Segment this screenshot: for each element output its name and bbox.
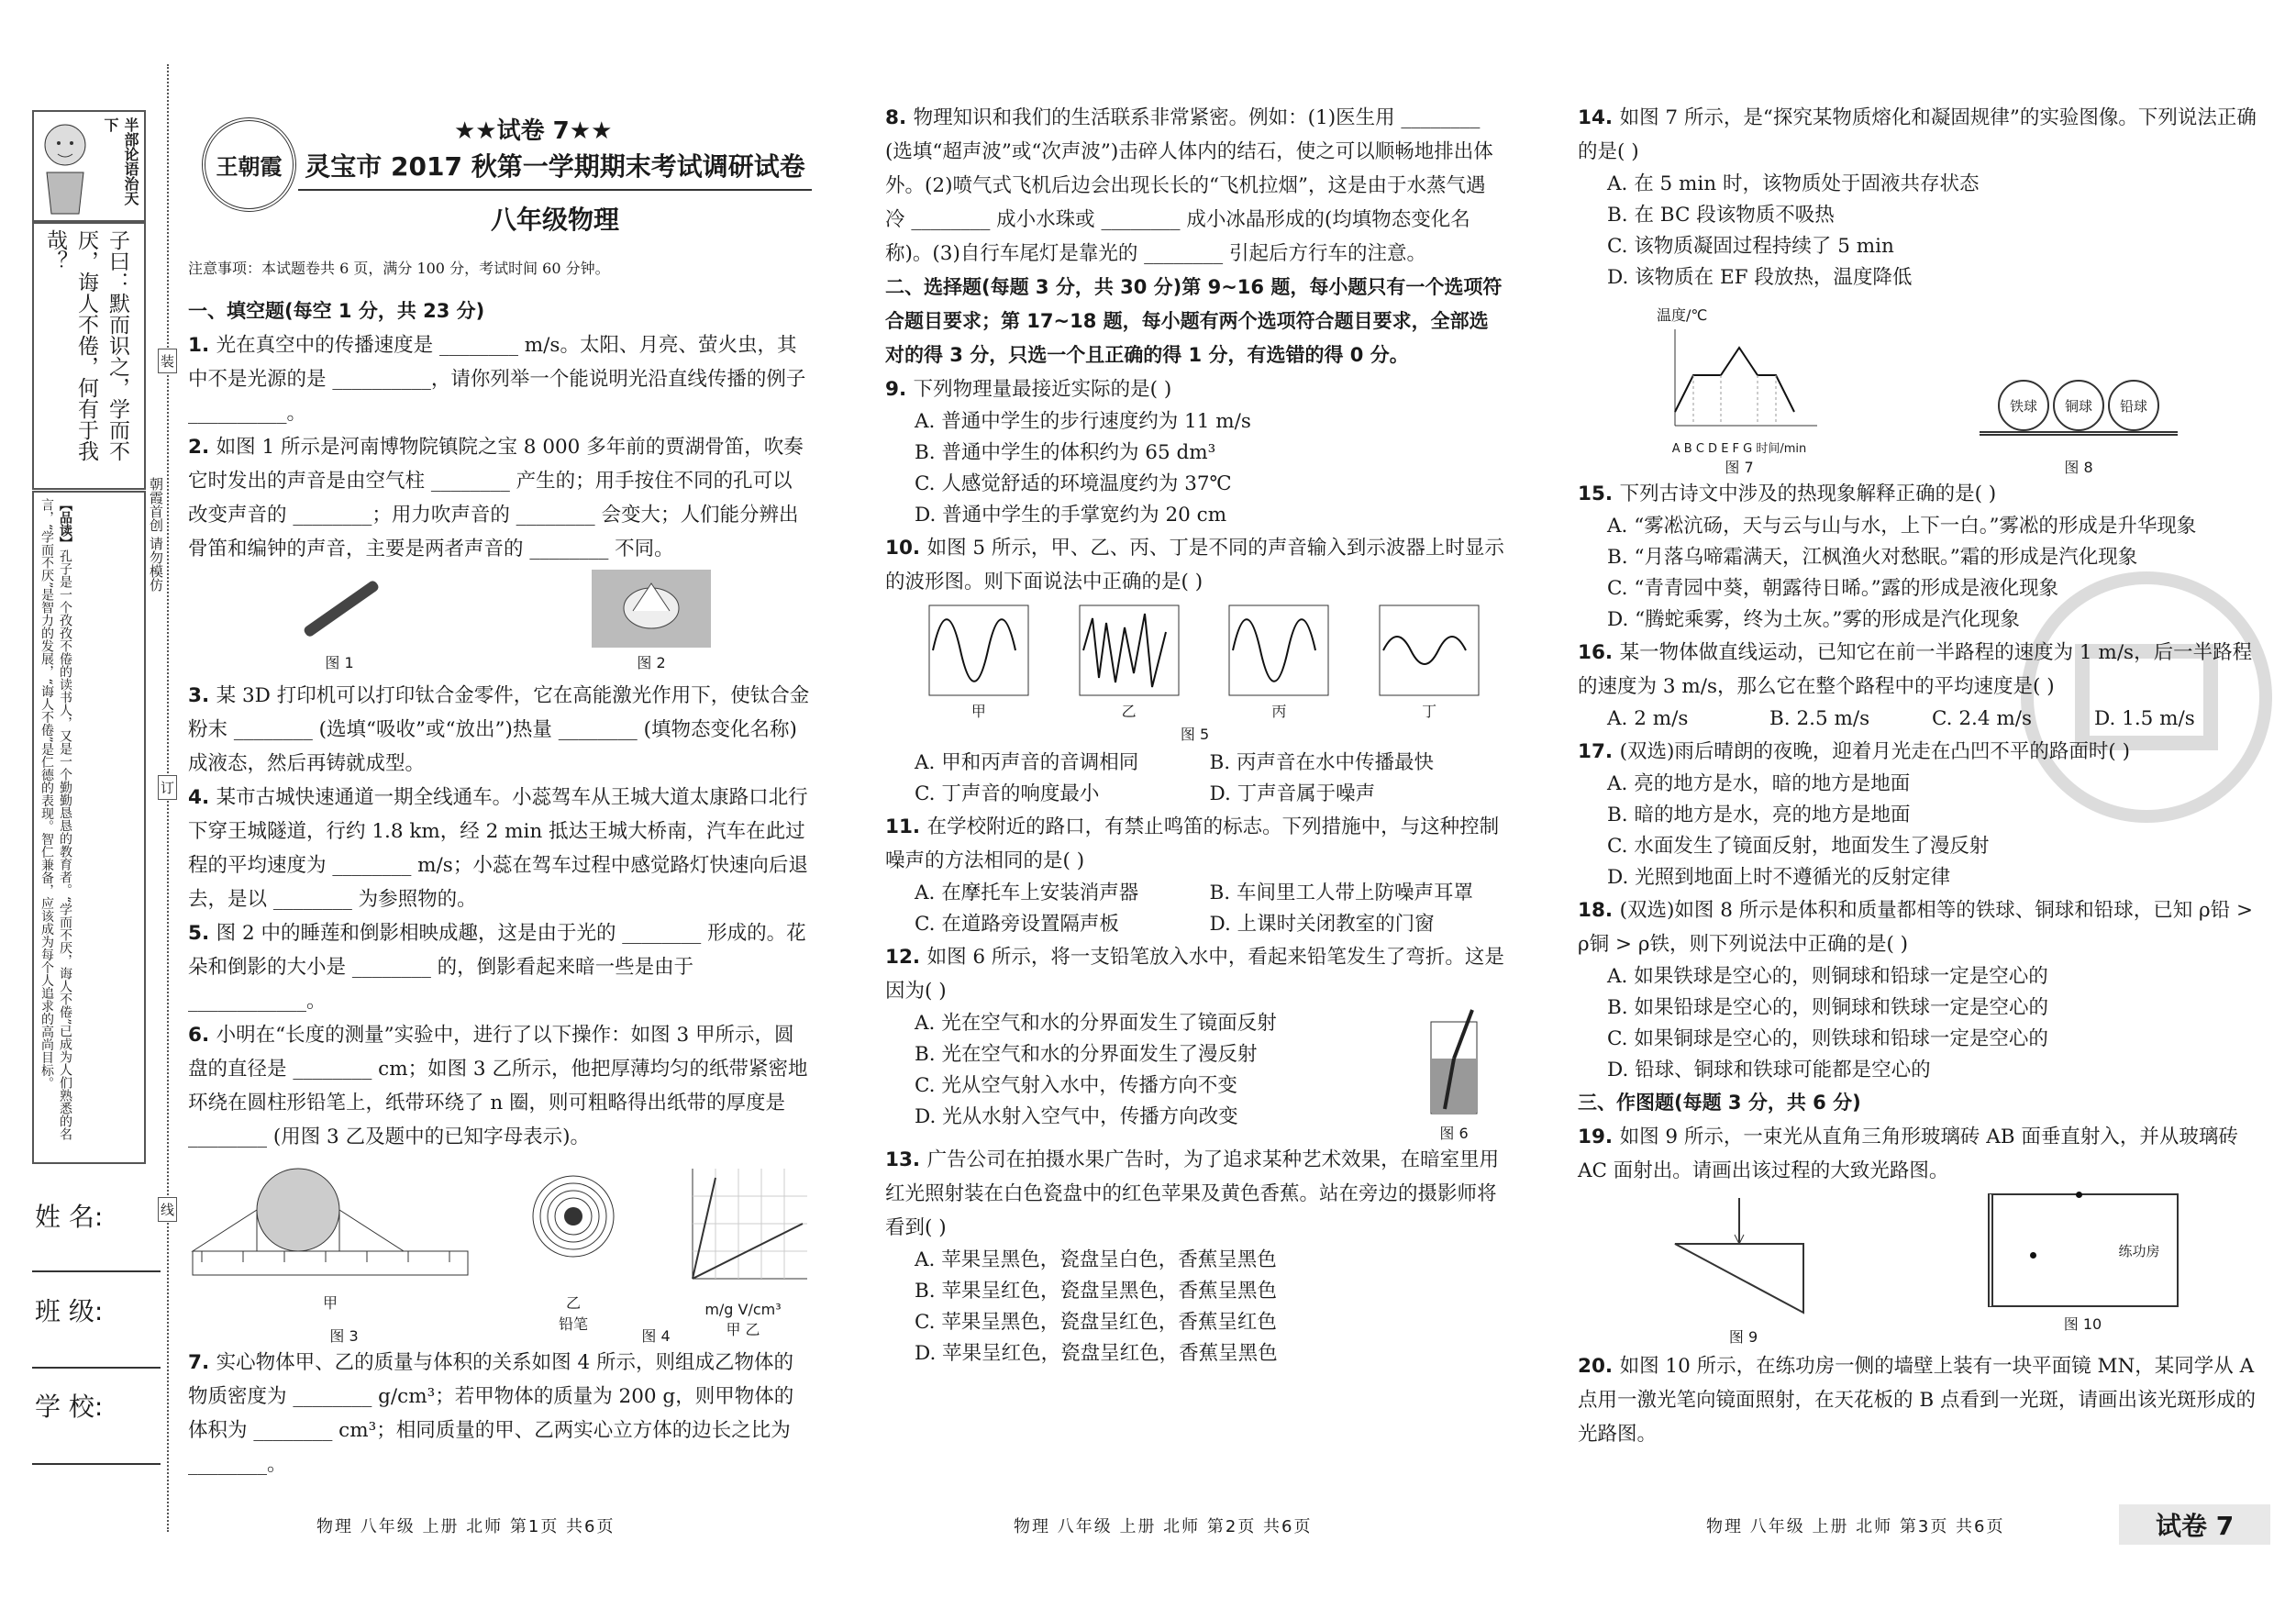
side-note: 朝霞首创 请勿模仿	[148, 477, 164, 592]
q12-option-d[interactable]: D. 光从水射入空气中，传播方向改变	[915, 1105, 1238, 1128]
q17-option-d[interactable]: D. 光照到地面上时不遵循光的反射定律	[1607, 866, 1951, 889]
question-9-text: 下列物理量最接近实际的是( )	[913, 378, 1172, 401]
fig9-caption: 图 9	[1728, 1328, 1758, 1346]
seal-char-2: 订	[158, 775, 177, 800]
question-13: 13. 广告公司在拍摄水果广告时，为了追求某种艺术效果，在暗室里用红光照射装在白色瓷盘中的红色苹果及黄色香蕉。站在旁边的摄影师将看到( )	[885, 1148, 1500, 1239]
question-17-text: (双选)雨后晴朗的夜晚，迎着月光走在凸凹不平的路面时( )	[1619, 740, 2130, 763]
fig2-caption: 图 2	[637, 654, 666, 671]
fig4-yi-label: 乙	[745, 1321, 760, 1338]
question-8: 8. 物理知识和我们的生活联系非常紧密。例如：(1)医生用 ________ (选填“超声波”或“次声波”)击碎人体内的结石，使之可以顺畅地排出体外。(2)喷气式飞机后边会出现长长的“飞机拉烟”，这是由于水蒸气遇冷 ________ 成小水珠或 ________ 成小冰晶形成的(均填物态变化名称)。(3)自行车尾灯是靠光的 ________ 引起后方行车的注意。	[885, 106, 1493, 265]
question-16-text: 某一物体做直线运动，已知它在前一半路程的速度为 1 m/s，后一半路程的速度为 3 m/s，那么它在整个路程中的平均速度是( )	[1578, 641, 2253, 698]
question-3: 3. 某 3D 打印机可以打印钛合金零件，它在高能激光作用下，使钛合金粉末 ________ (选填“吸收”或“放出”)热量 ________ (填物态变化名称)成液态，然后再铸就成型。	[188, 684, 810, 775]
question-20-text: 如图 10 所示，在练功房一侧的墙壁上装有一块平面镜 MN，某同学从 A 点用一激光笔向镜面照射，在天花板的 B 点看到一光斑，请画出该光斑形成的光路图。	[1578, 1355, 2256, 1446]
fig4-caption: 图 4	[641, 1327, 671, 1345]
q12-option-a[interactable]: A. 光在空气和水的分界面发生了镜面反射	[915, 1012, 1277, 1035]
class-field[interactable]	[32, 1367, 161, 1369]
q15-option-c[interactable]: C. “青青园中葵，朝露待日晞。”露的形成是液化现象	[1607, 577, 2059, 600]
question-20: 20. 如图 10 所示，在练功房一侧的墙壁上装有一块平面镜 MN，某同学从 A 点用一激光笔向镜面照射，在天花板的 B 点看到一光斑，请画出该光斑形成的光路图。	[1578, 1355, 2256, 1446]
question-17: 17. (双选)雨后晴朗的夜晚，迎着月光走在凸凹不平的路面时( )	[1578, 740, 2130, 763]
q16-option-b[interactable]: B. 2.5 m/s	[1769, 707, 1870, 730]
q13-option-c[interactable]: C. 苹果呈黑色，瓷盘呈红色，香蕉呈红色	[915, 1311, 1277, 1334]
q10-option-a[interactable]: A. 甲和丙声音的音调相同	[915, 751, 1139, 774]
question-11-text: 在学校附近的路口，有禁止鸣笛的标志。下列措施中，与这种控制噪声的方法相同的是( )	[885, 815, 1500, 872]
seal-char-3: 线	[158, 1197, 177, 1222]
exam-notice: 注意事项：本试题卷共 6 页，满分 100 分，考试时间 60 分钟。	[188, 260, 610, 277]
fig7-point-f: F	[1732, 442, 1740, 456]
page-2	[885, 0, 1509, 1597]
pencil-in-water-diagram	[1417, 1008, 1491, 1118]
question-10: 10. 如图 5 所示，甲、乙、丙、丁是不同的声音输入到示波器上时显示的波形图。则下面说法中正确的是( )	[885, 537, 1504, 593]
binding-sidebar	[0, 0, 174, 1597]
q10-option-d[interactable]: D. 丁声音属于噪声	[1209, 782, 1376, 805]
name-label: 姓 名:	[35, 1202, 104, 1232]
q10-option-b[interactable]: B. 丙声音在水中传播最快	[1209, 751, 1434, 774]
question-1: 1. 光在真空中的传播速度是 ________ m/s。太阳、月亮、萤火虫，其中不是光源的是 __________，请你列举一个能说明光沿直线传播的例子 __________。	[188, 334, 806, 425]
question-18: 18. (双选)如图 8 所示是体积和质量都相等的铁球、铜球和铅球，已知 ρ铅 > ρ铜 > ρ铁，则下列说法中正确的是( )	[1578, 899, 2254, 956]
question-4: 4. 某市古城快速通道一期全线通车。小蕊驾车从王城大道太康路口北行下穿王城隧道，行约 1.8 km，经 2 min 抵达王城大桥南，汽车在此过程的平均速度为 ________ m/s；小蕊在驾车过程中感觉路灯快速向后退去，是以 ________ 为参照物的。	[188, 786, 808, 911]
question-10-text: 如图 5 所示，甲、乙、丙、丁是不同的声音输入到示波器上时显示的波形图。则下面说法中正确的是( )	[885, 537, 1504, 593]
section-2-title: 二、选择题(每题 3 分，共 30 分)第 9~16 题，每小题只有一个选项符合题目要求；第 17~18 题，每小题有两个选项符合题目要求，全部选对的得 3 分，只选一个且正确的得 1 分，有选错的得 0 分。	[885, 276, 1503, 366]
q17-option-c[interactable]: C. 水面发生了镜面反射，地面发生了漫反射	[1607, 835, 1990, 858]
copper-ball: 铜球	[2053, 380, 2104, 431]
exam-tag: ★★试卷 7★★	[454, 117, 613, 145]
fig4-jia-label: 甲	[726, 1321, 741, 1338]
stamp-box	[32, 110, 146, 224]
wave-label-jia: 甲	[971, 703, 986, 720]
question-19-text: 如图 9 所示，一束光从直角三角形玻璃砖 AB 面垂直射入，并从玻璃砖 AC 面射出。请画出该过程的大致光路图。	[1578, 1126, 2238, 1182]
q16-option-a[interactable]: A. 2 m/s	[1607, 707, 1689, 730]
q15-option-b[interactable]: B. “月落乌啼霜满天，江枫渔火对愁眠。”霜的形成是汽化现象	[1607, 546, 2138, 569]
practice-room-label: 练功房	[2118, 1243, 2160, 1259]
fig10-caption: 图 10	[2063, 1315, 2102, 1333]
fig7-xlabel: 时间/min	[1756, 442, 1807, 456]
question-15-text: 下列古诗文中涉及的热现象解释正确的是( )	[1619, 482, 1997, 505]
class-label: 班 级:	[35, 1296, 104, 1326]
fig1-caption: 图 1	[325, 654, 354, 671]
waveform-figures	[904, 604, 1504, 721]
fig7-point-e: E	[1721, 442, 1729, 456]
fig7-point-a: A	[1671, 442, 1680, 456]
name-field[interactable]	[32, 1270, 161, 1272]
question-19: 19. 如图 9 所示，一束光从直角三角形玻璃砖 AB 面垂直射入，并从玻璃砖 AC 面射出。请画出该过程的大致光路图。	[1578, 1126, 2238, 1182]
header	[188, 0, 830, 248]
q12-option-b[interactable]: B. 光在空气和水的分界面发生了漫反射	[915, 1043, 1258, 1066]
fig3-caption: 图 3	[329, 1327, 359, 1345]
exam-title: 灵宝市 2017 秋第一学期期末考试调研试卷	[298, 147, 812, 191]
fig7-ylabel: 温度/℃	[1657, 306, 1708, 324]
practice-room-box	[1988, 1193, 2179, 1307]
fig7-point-g: G	[1743, 442, 1753, 456]
q13-option-d[interactable]: D. 苹果呈红色，瓷盘呈红色，香蕉呈黑色	[915, 1342, 1278, 1365]
question-1-text: 光在真空中的传播速度是 ________ m/s。太阳、月亮、萤火虫，其中不是光源的是 __________，请你列举一个能说明光沿直线传播的例子 __________。	[188, 334, 806, 425]
q11-option-b[interactable]: B. 车间里工人带上防噪声耳罩	[1209, 882, 1473, 904]
question-6: 6. 小明在“长度的测量”实验中，进行了以下操作：如图 3 甲所示，圆盘的直径是 ________ cm；如图 3 乙所示，他把厚薄均匀的纸带紧密地环绕在圆柱形铅笔上，纸带环绕了 n 圈，则可粗略得出纸带的厚度是 ________ (用图 3 乙及题中的已知字母表示)。	[188, 1024, 808, 1148]
page-1	[188, 0, 830, 1597]
q11-option-c[interactable]: C. 在道路旁设置隔声板	[915, 913, 1119, 936]
question-4-text: 某市古城快速通道一期全线通车。小蕊驾车从王城大道太康路口北行下穿王城隧道，行约 1.8 km，经 2 min 抵达王城大桥南，汽车在此过程的平均速度为 ________ m/s；小蕊在驾车过程中感觉路灯快速向后退去，是以 ________ 为参照物的。	[188, 786, 808, 911]
figures-7-8	[1578, 294, 2257, 477]
question-12: 12. 如图 6 所示，将一支铅笔放入水中，看起来铅笔发生了弯折。这是因为( )	[885, 946, 1504, 1003]
waveform-jia	[928, 604, 1029, 696]
school-field[interactable]	[32, 1463, 161, 1465]
fig8-caption: 图 8	[2064, 459, 2093, 476]
question-14: 14. 如图 7 所示，是“探究某物质熔化和凝固规律”的实验图像。下列说法正确的是( )	[1578, 106, 2257, 163]
reading-box	[32, 491, 146, 1164]
figures-1-2	[188, 570, 812, 675]
reading-text: 孔子是一个孜孜不倦的读书人，又是一个勤勤恳恳的教育者。“学而不厌，诲人不倦”已成为人们熟悉的名言，“学而不厌”是智力的发展，“诲人不倦”是仁德的表现。智仁兼备，应该成为每个人追求的高尚目标。	[39, 498, 72, 1141]
question-16: 16. 某一物体做直线运动，已知它在前一半路程的速度为 1 m/s，后一半路程的速度为 3 m/s，那么它在整个路程中的平均速度是( )	[1578, 641, 2253, 698]
fig3-yi-label: 乙	[565, 1294, 581, 1312]
waveform-bing	[1228, 604, 1329, 696]
fig7-caption: 图 7	[1725, 459, 1754, 476]
page-2-footer: 物理 八年级 上册 北师 第2页 共6页	[1014, 1517, 1313, 1536]
question-11: 11. 在学校附近的路口，有禁止鸣笛的标志。下列措施中，与这种控制噪声的方法相同的是( )	[885, 815, 1500, 872]
fig7-point-b: B	[1683, 442, 1692, 456]
question-2-text: 如图 1 所示是河南博物院镇院之宝 8 000 多年前的贾湖骨笛，吹奏它时发出的声音是由空气柱 ________ 产生的；用手按住不同的孔可以改变声音的 ________；用力吹声音的 ________ 会变大；人们能分辨出骨笛和编钟的声音，主要是两者声音的 ________ 不同。	[188, 436, 804, 560]
question-14-text: 如图 7 所示，是“探究某物质熔化和凝固规律”的实验图像。下列说法正确的是( )	[1578, 106, 2257, 163]
question-5: 5. 图 2 中的睡莲和倒影相映成趣，这是由于光的 ________ 形成的。花朵和倒影的大小是 ________ 的，倒影看起来暗一些是由于 ____________。	[188, 922, 806, 1013]
question-2: 2. 如图 1 所示是河南博物院镇院之宝 8 000 多年前的贾湖骨笛，吹奏它时发出的声音是由空气柱 ________ 产生的；用手按住不同的孔可以改变声音的 ________；用力吹声音的 ________ 会变大；人们能分辨出骨笛和编钟的声音，主要是两者声音的 ________ 不同。	[188, 436, 804, 560]
fig3-pencil-label: 铅笔	[558, 1315, 588, 1333]
school-label: 学 校:	[35, 1392, 104, 1422]
q15-option-a[interactable]: A. “雾凇沆砀，天与云与山与水，上下一白。”雾凇的形成是升华现象	[1607, 515, 2197, 538]
q9-option-b[interactable]: B. 普通中学生的体积约为 65 dm³	[915, 441, 1216, 464]
q16-option-c[interactable]: C. 2.4 m/s	[1932, 707, 2033, 730]
q16-option-d[interactable]: D. 1.5 m/s	[2094, 707, 2195, 730]
exam-subtitle: 八年级物理	[490, 205, 619, 235]
question-13-text: 广告公司在拍摄水果广告时，为了追求某种艺术效果，在暗室里用红光照射装在白色瓷盘中的红色苹果及黄色香蕉。站在旁边的摄影师将看到( )	[885, 1148, 1500, 1239]
waveform-yi	[1079, 604, 1180, 696]
fig4-xlabel: V/cm³	[738, 1301, 782, 1318]
fig7-point-c: C	[1695, 442, 1704, 456]
iron-ball: 铁球	[1998, 380, 2049, 431]
question-7-text: 实心物体甲、乙的质量与体积的关系如图 4 所示，则组成乙物体的物质密度为 ________ g/cm³；若甲物体的质量为 200 g，则甲物体的体积为 ________ cm³；相同质量的甲、乙两实心立方体的边长之比为 ________。	[188, 1351, 794, 1476]
q12-option-c[interactable]: C. 光从空气射入水中，传播方向不变	[915, 1074, 1237, 1097]
wave-label-ding: 丁	[1422, 703, 1437, 720]
q10-option-c[interactable]: C. 丁声音的响度最小	[915, 782, 1100, 805]
q9-option-a[interactable]: A. 普通中学生的步行速度约为 11 m/s	[915, 410, 1251, 433]
section-1-title: 一、填空题(每空 1 分，共 23 分)	[188, 300, 485, 322]
pencil-paper-diagram	[518, 1159, 628, 1288]
question-15: 15. 下列古诗文中涉及的热现象解释正确的是( )	[1578, 482, 1997, 505]
waveform-ding	[1379, 604, 1480, 696]
q14-option-c[interactable]: C. 该物质凝固过程持续了 5 min	[1607, 235, 1894, 258]
q11-option-a[interactable]: A. 在摩托车上安装消声器	[915, 882, 1139, 904]
q18-option-b[interactable]: B. 如果铅球是空心的，则铜球和铁球一定是空心的	[1607, 996, 2048, 1019]
prism-diagram	[1657, 1193, 1831, 1322]
question-7: 7. 实心物体甲、乙的质量与体积的关系如图 4 所示，则组成乙物体的物质密度为 ________ g/cm³；若甲物体的质量为 200 g，则甲物体的体积为 ________ cm³；相同质量的甲、乙两实心立方体的边长之比为 ________。	[188, 1351, 794, 1476]
quote-box	[32, 220, 146, 490]
ruler-disc-diagram	[188, 1159, 472, 1288]
quote-text: 子曰：默而识之，学而不厌，诲人不倦，何有于我哉？	[43, 229, 129, 461]
melting-curve-chart	[1657, 325, 1822, 435]
q13-option-a[interactable]: A. 苹果呈黑色，瓷盘呈白色，香蕉呈黑色	[915, 1248, 1277, 1271]
fig5-caption: 图 5	[1180, 726, 1210, 743]
reading-title: 【品读】	[58, 498, 72, 549]
question-6-text: 小明在“长度的测量”实验中，进行了以下操作：如图 3 甲所示，圆盘的直径是 ________ cm；如图 3 乙所示，他把厚薄均匀的纸带紧密地环绕在圆柱形铅笔上，纸带环绕了 n 圈，则可粗略得出纸带的厚度是 ________ (用图 3 乙及题中的已知字母表示)。	[188, 1024, 808, 1148]
water-lily-image	[592, 570, 711, 648]
question-9: 9. 下列物理量最接近实际的是( )	[885, 378, 1172, 401]
logo-text: 王朝霞	[216, 153, 283, 180]
q14-option-a[interactable]: A. 在 5 min 时，该物质处于固液共存状态	[1607, 172, 1980, 195]
figures-9-10	[1578, 1193, 2257, 1349]
q17-option-b[interactable]: B. 暗的地方是水，亮的地方是地面	[1607, 804, 1911, 826]
q9-option-c[interactable]: C. 人感觉舒适的环境温度约为 37℃	[915, 472, 1232, 495]
q14-option-d[interactable]: D. 该物质在 EF 段放热，温度降低	[1607, 266, 1913, 289]
q17-option-a[interactable]: A. 亮的地方是水，暗的地方是地面	[1607, 772, 1911, 795]
question-8-text: 物理知识和我们的生活联系非常紧密。例如：(1)医生用 ________ (选填“超声波”或“次声波”)击碎人体内的结石，使之可以顺畅地排出体外。(2)喷气式飞机后边会出现长长的“飞机拉烟”，这是由于水蒸气遇冷 ________ 成小水珠或 ________ 成小冰晶形成的(均填物态变化名称)。(3)自行车尾灯是靠光的 ________ 引起后方行车的注意。	[885, 106, 1493, 265]
q13-option-b[interactable]: B. 苹果呈红色，瓷盘呈黑色，香蕉呈黑色	[915, 1280, 1277, 1303]
question-5-text: 图 2 中的睡莲和倒影相映成趣，这是由于光的 ________ 形成的。花朵和倒影的大小是 ________ 的，倒影看起来暗一些是由于 ____________。	[188, 922, 806, 1013]
section-3-title: 三、作图题(每题 3 分，共 6 分)	[1578, 1092, 1861, 1114]
bone-flute-image	[289, 570, 390, 648]
question-12-text: 如图 6 所示，将一支铅笔放入水中，看起来铅笔发生了弯折。这是因为( )	[885, 946, 1504, 1003]
fig6-caption: 图 6	[1439, 1125, 1469, 1142]
q11-option-d[interactable]: D. 上课时关闭教室的门窗	[1209, 913, 1435, 936]
seal-char-1: 装	[158, 349, 177, 373]
page-1-footer: 物理 八年级 上册 北师 第1页 共6页	[316, 1517, 616, 1536]
confucius-cartoon-icon	[38, 117, 93, 218]
q18-option-c[interactable]: C. 如果铜球是空心的，则铁球和铅球一定是空心的	[1607, 1027, 2048, 1050]
question-18-text: (双选)如图 8 所示是体积和质量都相等的铁球、铜球和铅球，已知 ρ铅 > ρ铜 > ρ铁，则下列说法中正确的是( )	[1578, 899, 2254, 956]
stamp-text: 半部论语治天下	[102, 117, 139, 205]
fig4-ylabel: m/g	[704, 1301, 734, 1318]
point-b-dot	[2076, 1192, 2082, 1198]
lead-ball: 铅球	[2108, 380, 2159, 431]
page-3-footer: 物理 八年级 上册 北师 第3页 共6页	[1706, 1517, 2005, 1536]
fig7-point-d: D	[1708, 442, 1718, 456]
balls-row	[1980, 380, 2178, 436]
question-3-text: 某 3D 打印机可以打印钛合金零件，它在高能激光作用下，使钛合金粉末 ________ (选填“吸收”或“放出”)热量 ________ (填物态变化名称)成液态，然后再铸就成型。	[188, 684, 810, 775]
logo	[202, 117, 296, 212]
q15-option-d[interactable]: D. “腾蛇乘雾，终为土灰。”雾的形成是汽化现象	[1607, 608, 2020, 631]
q9-option-d[interactable]: D. 普通中学生的手掌宽约为 20 cm	[915, 504, 1227, 527]
page-3	[1578, 0, 2275, 1597]
wave-label-bing: 丙	[1271, 703, 1287, 720]
mass-volume-chart	[674, 1159, 812, 1297]
footer-exam-tag: 试卷 7	[2119, 1504, 2270, 1545]
wave-label-yi: 乙	[1121, 703, 1137, 720]
point-a-dot	[2030, 1252, 2036, 1259]
q18-option-d[interactable]: D. 铅球、铜球和铁球可能都是空心的	[1607, 1059, 1931, 1081]
q18-option-a[interactable]: A. 如果铁球是空心的，则铜球和铅球一定是空心的	[1607, 965, 2048, 988]
fig3-jia-label: 甲	[322, 1294, 338, 1312]
q14-option-b[interactable]: B. 在 BC 段该物质不吸热	[1607, 204, 1835, 227]
